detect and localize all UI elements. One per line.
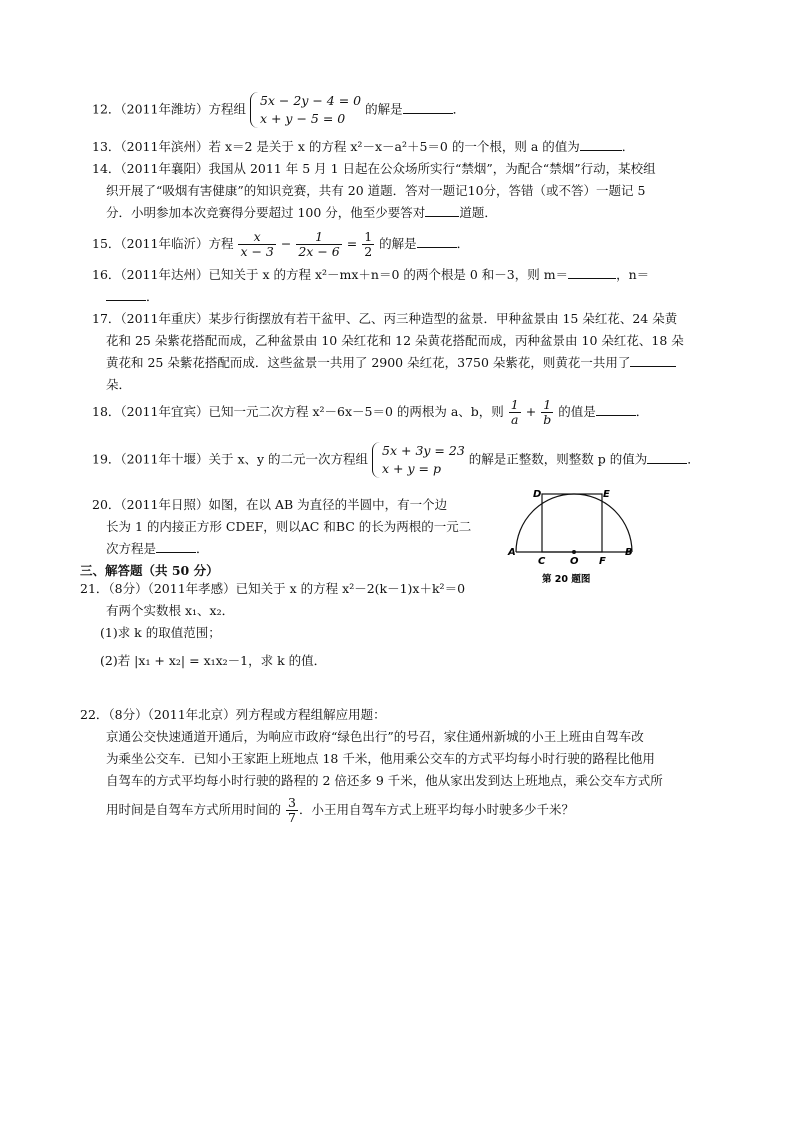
problem-13-text: 13．（2011年滨州）若 x＝2 是关于 x 的方程 x²－x－a²＋5＝0 的一个根，则 a 的值为 xyxy=(92,139,580,154)
problem-12 xyxy=(92,92,465,128)
fraction-18-1: $\frac{1}{a}$ xyxy=(510,397,519,427)
problem-15 xyxy=(92,230,469,259)
problem-12-end: ． xyxy=(452,101,466,117)
answer-blank-19[interactable] xyxy=(647,451,687,464)
fraction-15-1: $\frac{x}{x - 3}$ xyxy=(240,229,274,259)
problem-14-line-3 xyxy=(106,204,497,222)
semicircle xyxy=(516,494,632,552)
problem-12-tail: 的解是 xyxy=(365,101,403,117)
plus-sign: + xyxy=(525,404,537,419)
fraction-18-2: $\frac{1}{b}$ xyxy=(543,397,552,427)
answer-blank-17[interactable] xyxy=(630,354,676,367)
section-heading: 三、解答题（共 50 分） xyxy=(80,563,219,578)
problem-14-line-1: 14．（2011年襄阳）我国从 2011 年 5 月 1 日起在公众场所实行“禁烟”，为配合“禁烟”行动，某校组 xyxy=(92,161,656,176)
answer-blank-12[interactable] xyxy=(403,101,453,114)
problem-20-line-3 xyxy=(106,540,209,558)
problem-13-end: ． xyxy=(621,139,635,154)
problem-20-end: ． xyxy=(196,541,209,556)
equation-system-19 xyxy=(372,442,465,478)
equation-system-12 xyxy=(250,92,361,128)
problem-14-end: 道题． xyxy=(459,205,497,220)
problem-22-line-2: 京通公交快速通道开通后，为响应市政府“绿色出行”的号召，家住通州新城的小王上班由自驾车改 xyxy=(106,729,644,744)
problem-16-text: 16．（2011年达州）已知关于 x 的方程 x²－mx＋n＝0 的两个根是 0 和－3，则 m＝ xyxy=(92,267,569,282)
label-c: C xyxy=(538,556,546,567)
problem-18-end: ． xyxy=(635,404,649,419)
problem-17-line-4: 朵． xyxy=(106,377,132,392)
problem-20-line-3-text: 次方程是 xyxy=(106,541,157,556)
problem-15-text: 15．（2011年临沂）方程 xyxy=(92,236,234,251)
problem-18-tail: 的值是 xyxy=(558,404,596,419)
figure-caption: 第 20 题图 xyxy=(542,574,591,585)
problem-18-text: 18．（2011年宜宾）已知一元二次方程 x²－6x－5＝0 的两根为 a、b，则 xyxy=(92,404,504,419)
answer-blank-20[interactable] xyxy=(156,540,196,553)
answer-blank-16-n[interactable] xyxy=(106,288,146,301)
equation-19-1: 5x + 3y = 23 xyxy=(382,443,465,458)
problem-18 xyxy=(92,398,648,427)
problem-14-line-3-text: 分．小明参加本次竞赛得分要超过 100 分，他至少要答对 xyxy=(106,205,426,220)
problem-13 xyxy=(92,138,634,156)
minus-sign: − xyxy=(280,236,292,251)
fraction-15-2: $\frac{1}{2x - 6}$ xyxy=(298,229,340,259)
problem-19 xyxy=(92,442,700,478)
problem-16-mid: ，n＝ xyxy=(616,267,650,282)
problem-17-line-2: 花和 25 朵紫花搭配而成，乙种盆景由 10 朵红花和 12 朵黄花搭配而成，丙种盆景由 10 朵红花、18 朵 xyxy=(106,333,684,348)
square-cdef xyxy=(542,494,602,552)
label-o: O xyxy=(570,556,579,567)
problem-19-text: 19．（2011年十堰）关于 x、y 的二元一次方程组 xyxy=(92,451,369,467)
problem-21-part-1: (1)求 k 的取值范围； xyxy=(100,625,221,640)
fraction-22: $\frac{3}{7}$ xyxy=(288,795,296,825)
fraction-15-3: $\frac{1}{2}$ xyxy=(364,229,373,259)
problem-22-line-3: 为乘坐公交车．已知小王家距上班地点 18 千米，他用乘公交车的方式平均每小时行驶的路程比他用 xyxy=(106,751,655,766)
problem-21-part-2: (2)若 |x₁ + x₂| = x₁x₂－1，求 k 的值． xyxy=(100,653,327,668)
answer-blank-13[interactable] xyxy=(580,138,622,151)
problem-19-tail: 的解是正整数，则整数 p 的值为 xyxy=(468,451,648,467)
problem-20-line-1: 20．（2011年日照）如图，在以 AB 为直径的半圆中，有一个边 xyxy=(92,497,448,512)
problem-22-line-5-tail: ．小王用自驾车方式上班平均每小时驶多少千米？ xyxy=(298,802,574,817)
problem-17-line-3 xyxy=(106,354,676,372)
problem-21-line-1: 21．（8分）（2011年孝感）已知关于 x 的方程 x²－2(k－1)x＋k²＝0 xyxy=(80,581,466,596)
problem-15-end: ． xyxy=(456,236,470,251)
problem-21-line-2: 有两个实数根 x₁、x₂． xyxy=(106,603,235,618)
problem-16 xyxy=(92,266,649,284)
center-point-o xyxy=(572,550,576,554)
problem-22-line-5 xyxy=(106,796,574,825)
problem-17-line-1: 17．（2011年重庆）某步行街摆放有若干盆甲、乙、丙三种造型的盆景．甲种盆景由 15 朵红花、24 朵黄 xyxy=(92,311,678,326)
label-d: D xyxy=(533,489,542,500)
problem-15-tail: 的解是 xyxy=(379,236,417,251)
label-f: F xyxy=(599,556,606,567)
equals-sign: = xyxy=(346,236,358,251)
problem-16-line-2 xyxy=(106,288,159,306)
equation-12-2: x + y − 5 = 0 xyxy=(259,111,346,126)
problem-12-text: 12．（2011年潍坊）方程组 xyxy=(92,101,246,117)
answer-blank-18[interactable] xyxy=(596,403,636,416)
answer-blank-14[interactable] xyxy=(425,204,459,217)
equation-19-2: x + y = p xyxy=(382,461,441,476)
problem-22-line-1: 22．（8分）（2011年北京）列方程或方程组解应用题： xyxy=(80,707,386,722)
problem-20-line-2: 长为 1 的内接正方形 CDEF，则以AC 和BC 的长为两根的一元二 xyxy=(106,519,472,534)
problem-16-end: ． xyxy=(146,289,159,304)
answer-blank-15[interactable] xyxy=(417,235,457,248)
problem-22-line-5-text: 用时间是自驾车方式所用时间的 xyxy=(106,802,282,817)
figure-20 xyxy=(502,486,638,586)
label-b: B xyxy=(625,547,633,558)
label-a: A xyxy=(508,547,516,558)
problem-14-line-2: 织开展了“吸烟有害健康”的知识竞赛，共有 20 道题．答对一题记10分，答错（或不答）一题记 5 xyxy=(106,183,646,198)
label-e: E xyxy=(603,489,610,500)
problem-22-line-4: 自驾车的方式平均每小时行驶的路程的 2 倍还多 9 千米，他从家出发到达上班地点，乘公交车方式所 xyxy=(106,773,663,788)
answer-blank-16-m[interactable] xyxy=(568,266,616,279)
problem-19-end: ． xyxy=(687,451,700,467)
equation-12-1: 5x − 2y − 4 = 0 xyxy=(259,93,362,108)
problem-17-line-3-text: 黄花和 25 朵紫花搭配而成．这些盆景一共用了 2900 朵红花，3750 朵紫花，则黄花一共用了 xyxy=(106,355,631,370)
